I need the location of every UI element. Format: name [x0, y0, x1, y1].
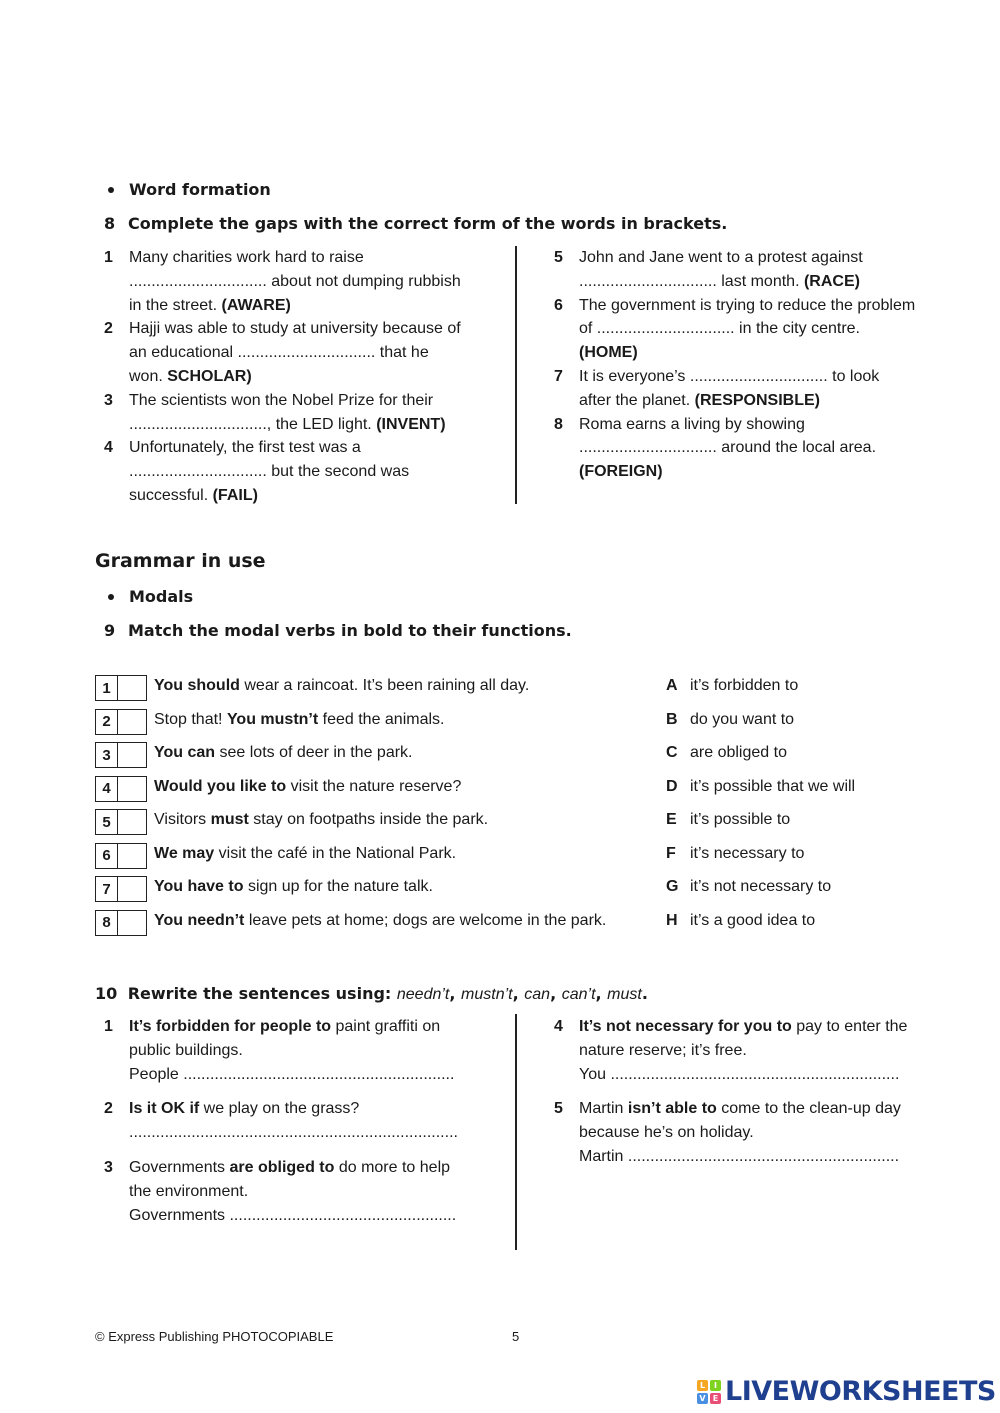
match-row: [95, 809, 965, 835]
line-text: pay to enter the: [791, 1018, 908, 1035]
bracket-word: (RACE): [803, 272, 860, 290]
item-line: [129, 1180, 456, 1204]
modal-sentence: [154, 711, 444, 729]
line-text: Roma earns a living by showing: [579, 415, 805, 433]
match-row: [95, 876, 965, 902]
line-text: after the planet.: [579, 391, 695, 409]
logo-grid-cell: V: [697, 1393, 708, 1404]
sentence-text: stay on footpaths inside the park.: [248, 811, 489, 828]
item-number: 4: [554, 1018, 563, 1035]
match-row: [95, 709, 965, 735]
item-line: [579, 413, 876, 437]
sentence-text: leave pets at home; dogs are welcome in the park.: [244, 911, 607, 929]
function-letter: G: [666, 878, 679, 895]
item-text: [579, 413, 876, 484]
column-divider: [515, 246, 517, 504]
footer-copyright: © Express Publishing PHOTOCOPIABLE: [95, 1329, 334, 1344]
section-subheading: Modals: [129, 587, 194, 606]
item-number: 3: [104, 391, 113, 409]
key-phrase: Is it OK if: [129, 1100, 200, 1118]
item-line: [579, 341, 915, 365]
item-line: [579, 1015, 907, 1039]
line-text: Governments: [129, 1159, 230, 1176]
section-title: Grammar in use: [95, 550, 266, 572]
modal-verb: You should: [154, 677, 240, 694]
bracket-word: (FOREIGN): [579, 463, 663, 481]
key-phrase: It’s forbidden for people to: [129, 1018, 332, 1035]
line-text: Martin: [579, 1100, 628, 1118]
item-number: 7: [554, 368, 563, 385]
item-number: 3: [104, 1159, 113, 1176]
line-text: nature reserve; it’s free.: [579, 1041, 747, 1059]
match-row: [95, 742, 965, 768]
line-text: ............................... about not dumping rubbish: [129, 272, 461, 290]
item-line: [129, 1063, 454, 1087]
bracket-word: (HOME): [579, 344, 638, 362]
item-line: [579, 389, 879, 413]
target-word: must: [607, 986, 642, 1003]
row-number: 2: [96, 710, 118, 734]
bracket-word: (RESPONSIBLE): [694, 391, 820, 409]
match-row: [95, 910, 965, 936]
target-words: [397, 986, 648, 1003]
line-text: You .................................................................: [579, 1065, 900, 1083]
answer-input[interactable]: [118, 844, 146, 868]
item-text: [129, 389, 446, 437]
bullet-dot-icon: [108, 187, 114, 193]
item-line: [579, 1097, 901, 1121]
item-line: [579, 270, 863, 294]
item-line: [129, 413, 446, 437]
item-line: [129, 1121, 458, 1145]
item-line: [129, 270, 461, 294]
separator: .: [641, 984, 648, 1003]
line-text: Hajji was able to study at university because of: [129, 320, 461, 338]
sentence-text: sign up for the nature talk.: [243, 878, 433, 895]
exercise-8-heading: [104, 214, 728, 234]
function-text: are obliged to: [690, 744, 787, 761]
function-text: it’s possible to: [690, 811, 791, 828]
item-text: [579, 1015, 907, 1086]
modal-sentence: [154, 744, 413, 762]
line-text: ..........................................................................: [129, 1124, 458, 1142]
line-text: in the street.: [129, 296, 222, 314]
function-text: it’s a good idea to: [690, 911, 816, 929]
match-row: [95, 843, 965, 869]
bullet-modals: [104, 587, 193, 606]
line-text: paint graffiti on: [331, 1018, 441, 1035]
sentence-text: wear a raincoat. It’s been raining all day.: [239, 677, 530, 694]
modal-verb: You mustn’t: [226, 710, 319, 728]
item-line: [129, 246, 461, 270]
answer-input[interactable]: [118, 810, 146, 834]
function-letter: A: [666, 677, 678, 694]
line-text: come to the clean-up day: [716, 1100, 901, 1118]
item-line: [579, 317, 915, 341]
separator: ,: [550, 984, 562, 1003]
logo-grid-cell: E: [710, 1393, 721, 1404]
match-row: [95, 776, 965, 802]
target-word: can: [524, 986, 551, 1003]
logo-grid-cell: I: [710, 1380, 721, 1391]
line-text: an educational ............................... that he: [129, 344, 429, 362]
page-number: 5: [512, 1329, 520, 1344]
exercise-9-heading: [104, 621, 572, 641]
function-letter: C: [666, 744, 678, 761]
row-number: 3: [96, 743, 118, 767]
answer-input[interactable]: [118, 676, 146, 700]
function-text: do you want to: [690, 710, 795, 728]
logo-grid-icon: [697, 1380, 721, 1404]
function-text: it’s possible that we will: [690, 777, 856, 795]
exercise-instruction: Complete the gaps with the correct form of the words in brackets.: [128, 214, 728, 233]
modal-sentence: [154, 778, 461, 796]
answer-box: [95, 910, 147, 936]
function-text: it’s forbidden to: [690, 677, 799, 694]
item-line: [129, 389, 446, 413]
item-text: [129, 1156, 456, 1227]
bracket-word: (AWARE): [221, 296, 291, 314]
answer-box: [95, 876, 147, 902]
row-number: 8: [96, 911, 118, 935]
item-text: [129, 1097, 458, 1145]
exercise-instruction: Match the modal verbs in bold to their functions.: [128, 621, 572, 640]
item-line: [129, 1039, 454, 1063]
item-number: 5: [554, 249, 563, 266]
item-number: 1: [104, 249, 113, 266]
modal-verb: We may: [154, 844, 215, 862]
item-text: [579, 246, 863, 294]
item-line: [129, 484, 409, 508]
bullet-word-formation: [104, 180, 271, 199]
item-line: [579, 365, 879, 389]
item-text: [129, 436, 409, 507]
answer-input[interactable]: [118, 877, 146, 901]
answer-box: [95, 675, 147, 701]
item-number: 6: [554, 296, 563, 314]
answer-box: [95, 742, 147, 768]
item-line: [129, 365, 461, 389]
line-text: It is everyone’s ............................... to look: [579, 368, 880, 385]
item-line: [579, 1145, 901, 1169]
separator: ,: [595, 984, 608, 1003]
liveworksheets-logo: [697, 1376, 996, 1407]
line-text: we play on the grass?: [199, 1100, 360, 1118]
function-letter: F: [666, 844, 676, 862]
line-text: do more to help: [334, 1159, 451, 1176]
item-line: [129, 1156, 456, 1180]
line-text: ............................... but the second was: [129, 463, 410, 481]
line-text: Governments ...................................................: [129, 1206, 457, 1224]
item-line: [579, 246, 863, 270]
answer-input[interactable]: [118, 777, 146, 801]
sentence-text: Stop that!: [154, 710, 227, 728]
sentence-text: visit the nature reserve?: [286, 777, 462, 795]
item-number: 8: [554, 415, 563, 433]
line-text: Unfortunately, the first test was a: [129, 439, 361, 457]
item-line: [579, 436, 876, 460]
section-subheading: Word formation: [129, 180, 271, 199]
exercise-10-heading: [95, 984, 648, 1004]
item-line: [129, 1204, 456, 1228]
item-number: 4: [104, 439, 113, 457]
item-text: [129, 246, 461, 317]
modal-sentence: [154, 677, 529, 695]
answer-box: [95, 843, 147, 869]
line-text: Many charities work hard to raise: [129, 249, 364, 266]
item-number: 2: [104, 320, 113, 338]
function-letter: H: [666, 911, 678, 929]
item-number: 5: [554, 1100, 563, 1118]
sentence-text: see lots of deer in the park.: [215, 744, 413, 761]
item-number: 1: [104, 1018, 113, 1035]
function-letter: D: [666, 777, 678, 795]
answer-input[interactable]: [118, 710, 146, 734]
key-phrase: It’s not necessary for you to: [579, 1018, 792, 1035]
function-letter: B: [666, 710, 678, 728]
row-number: 7: [96, 877, 118, 901]
logo-grid-cell: L: [697, 1380, 708, 1391]
logo-text: LIVEWORKSHEETS: [725, 1376, 996, 1407]
item-number: 2: [104, 1100, 113, 1118]
modal-verb: Would you like to: [154, 777, 287, 795]
line-text: successful.: [129, 486, 213, 504]
item-text: [129, 1015, 454, 1086]
target-word: mustn’t: [461, 986, 513, 1003]
modal-verb: You have to: [154, 878, 244, 895]
separator: ,: [512, 984, 525, 1003]
row-number: 6: [96, 844, 118, 868]
line-text: ............................... last month.: [579, 272, 804, 290]
separator: ,: [449, 984, 462, 1003]
bracket-word: (INVENT): [376, 415, 446, 433]
bullet-dot-icon: [108, 594, 114, 600]
function-text: it’s not necessary to: [690, 878, 832, 895]
line-text: The government is trying to reduce the problem: [579, 296, 916, 314]
answer-input[interactable]: [118, 743, 146, 767]
bracket-word: (FAIL): [212, 486, 258, 504]
function-letter: E: [666, 811, 677, 828]
line-text: ..............................., the LED light.: [129, 415, 377, 433]
modal-verb: You can: [154, 744, 216, 761]
exercise-instruction: Rewrite the sentences using:: [127, 984, 397, 1003]
item-text: [579, 1097, 901, 1168]
row-number: 4: [96, 777, 118, 801]
line-text: Martin .............................................................: [579, 1147, 900, 1165]
match-row: [95, 675, 965, 701]
answer-box: [95, 776, 147, 802]
exercise-number: 10: [95, 984, 118, 1003]
bracket-word: SCHOLAR): [167, 367, 252, 385]
item-line: [129, 294, 461, 318]
item-line: [129, 1097, 458, 1121]
item-text: [579, 365, 879, 413]
target-word: needn’t: [396, 986, 450, 1003]
exercise-number: 9: [104, 621, 116, 640]
item-line: [129, 436, 409, 460]
item-line: [129, 1015, 454, 1039]
line-text: won.: [129, 367, 168, 385]
item-line: [579, 1121, 901, 1145]
line-text: People .............................................................: [129, 1065, 455, 1083]
modal-sentence: [154, 845, 456, 863]
sentence-text: Visitors: [154, 811, 211, 828]
item-text: [129, 317, 461, 388]
item-line: [579, 460, 876, 484]
line-text: public buildings.: [129, 1041, 243, 1059]
row-number: 1: [96, 676, 118, 700]
item-line: [579, 1039, 907, 1063]
sentence-text: visit the café in the National Park.: [214, 844, 457, 862]
line-text: of ............................... in the city centre.: [579, 320, 860, 338]
item-line: [129, 341, 461, 365]
key-phrase: isn’t able to: [627, 1100, 717, 1118]
answer-box: [95, 809, 147, 835]
item-line: [129, 460, 409, 484]
function-text: it’s necessary to: [690, 844, 805, 862]
line-text: the environment.: [129, 1182, 249, 1200]
item-line: [579, 294, 915, 318]
answer-input[interactable]: [118, 911, 146, 935]
target-word: can’t: [561, 986, 596, 1003]
line-text: ............................... around the local area.: [579, 439, 877, 457]
modal-verb: must: [210, 811, 249, 828]
column-divider: [515, 1014, 517, 1250]
modal-verb: You needn’t: [154, 911, 245, 929]
item-line: [129, 317, 461, 341]
modal-sentence: [154, 811, 488, 829]
sentence-text: feed the animals.: [318, 710, 445, 728]
item-text: [579, 294, 915, 365]
key-phrase: are obliged to: [229, 1159, 335, 1176]
exercise-number: 8: [104, 214, 116, 233]
answer-box: [95, 709, 147, 735]
line-text: John and Jane went to a protest against: [579, 249, 863, 266]
line-text: because he’s on holiday.: [579, 1124, 754, 1142]
modal-sentence: [154, 912, 606, 930]
modal-sentence: [154, 878, 433, 896]
item-line: [579, 1063, 907, 1087]
line-text: The scientists won the Nobel Prize for their: [129, 391, 434, 409]
row-number: 5: [96, 810, 118, 834]
